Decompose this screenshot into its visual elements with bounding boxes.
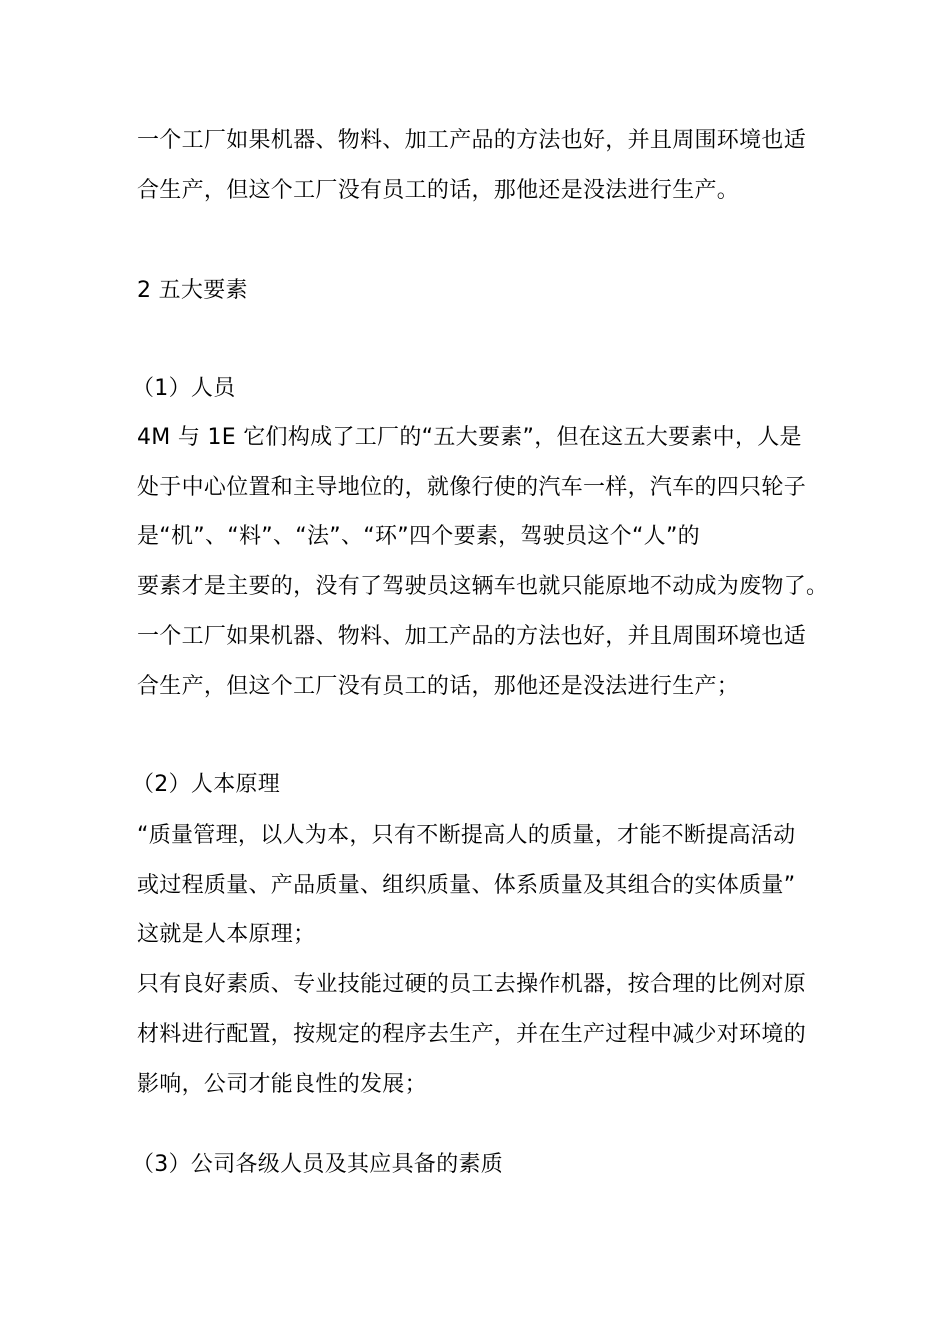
sub2-line-3: 这就是人本原理； [137, 922, 316, 947]
sub2-line-4: 只有良好素质、专业技能过硬的员工去操作机器，按合理的比例对原 [137, 972, 807, 997]
sub2-line-1: “质量管理，以人为本，只有不断提高人的质量，才能不断提高活动 [137, 823, 796, 848]
sub1-line-4: 要素才是主要的，没有了驾驶员这辆车也就只能原地不动成为废物了。 [137, 574, 829, 599]
intro-line-1: 一个工厂如果机器、物料、加工产品的方法也好，并且周围环境也适 [137, 128, 807, 153]
sub3-heading: （3）公司各级人员及其应具备的素质 [132, 1152, 504, 1177]
sub2-heading: （2）人本原理 [132, 772, 281, 797]
sub1-heading: （1）人员 [132, 376, 236, 401]
sub1-line-2: 处于中心位置和主导地位的，就像行使的汽车一样，汽车的四只轮子 [137, 475, 807, 500]
sub1-line-5: 一个工厂如果机器、物料、加工产品的方法也好，并且周围环境也适 [137, 624, 807, 649]
section-heading: 2 五大要素 [137, 278, 248, 303]
sub2-line-2: 或过程质量、产品质量、组织质量、体系质量及其组合的实体质量” [137, 873, 796, 898]
sub1-line-3: 是“机”、“料”、“法”、“环”四个要素，驾驶员这个“人”的 [137, 524, 700, 549]
intro-line-2: 合生产，但这个工厂没有员工的话，那他还是没法进行生产。 [137, 178, 740, 203]
sub2-line-6: 影响，公司才能良性的发展； [137, 1072, 427, 1097]
sub1-line-6: 合生产，但这个工厂没有员工的话，那他还是没法进行生产； [137, 674, 740, 699]
sub2-line-5: 材料进行配置，按规定的程序去生产，并在生产过程中减少对环境的 [137, 1022, 807, 1047]
sub1-line-1: 4M 与 1E 它们构成了工厂的“五大要素”，但在这五大要素中，人是 [137, 425, 802, 450]
